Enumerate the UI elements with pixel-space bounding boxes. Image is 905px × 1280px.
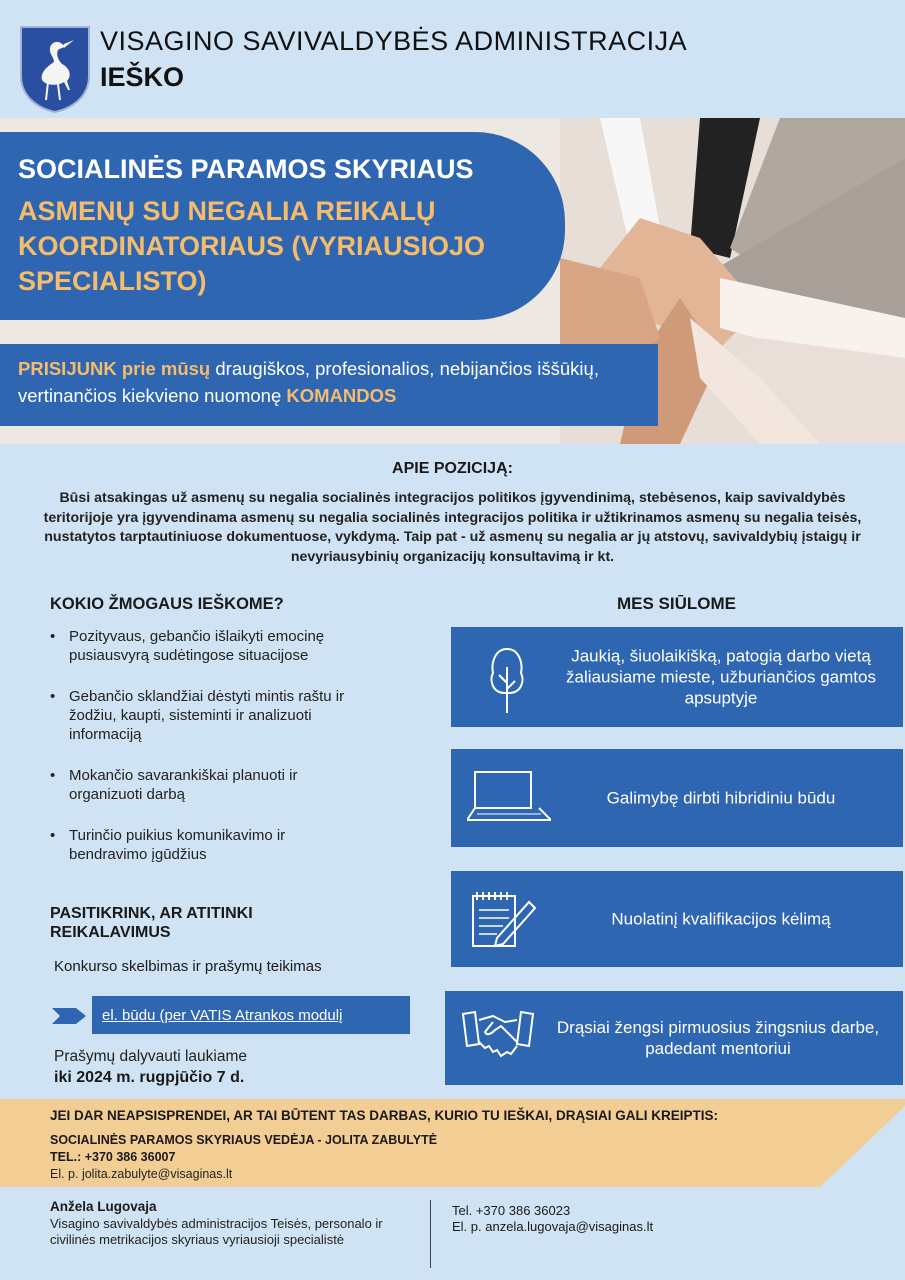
laptop-icon (467, 768, 551, 828)
seeks-heading: IEŠKO (100, 62, 185, 92)
organization-name: VISAGINO SAVIVALDYBĖS ADMINISTRACIJA (100, 26, 688, 56)
offer-card (451, 749, 903, 847)
vatis-link[interactable]: el. būdu (per VATIS Atrankos modulį (102, 1007, 343, 1024)
seeking-item: • Turinčio puikius komunikavimo ir bendravimo įgūdžius (50, 826, 350, 864)
offer-text: Jaukią, šiuolaikišką, patogią darbo vietą žaliausiame mieste, užburiančios gamtos apsuptyje (566, 646, 876, 708)
contact-email[interactable]: El. p. jolita.zabulyte@visaginas.lt (50, 1167, 233, 1181)
seeking-item: • Pozityvaus, gebančio išlaikyti emocinę pusiausvyrą sudėtingose situacijose (50, 627, 350, 665)
offers-title: MES SIŪLOME (616, 594, 736, 613)
tree-icon (467, 637, 547, 717)
join-team: KOMANDOS (286, 385, 397, 406)
offer-card (445, 991, 903, 1085)
contact-title: JEI DAR NEAPSISPRENDEI, AR TAI BŪTENT TAS DARBAS, KURIO TU IEŠKAI, DRĄSIAI GALI KREIPTIS: (50, 1108, 719, 1123)
title-position: ASMENŲ SU NEGALIA REIKALŲ KOORDINATORIAUS (VYRIAUSIOJO SPECIALISTO) (18, 196, 486, 296)
seeking-list (50, 627, 350, 886)
join-text (18, 355, 648, 409)
requirements-title: PASITIKRINK, AR ATITINKI REIKALAVIMUS (50, 905, 253, 941)
join-highlight: PRISIJUNK prie mūsų (18, 358, 211, 379)
contest-text: Konkurso skelbimas ir prašymų teikimas (54, 958, 322, 975)
offer-text: Drąsiai žengsi pirmuosius žingsnius darbe, padedant mentoriui (556, 1018, 880, 1058)
coat-of-arms-logo (18, 24, 92, 114)
offer-card (451, 871, 903, 967)
about-text: Būsi atsakingas už asmenų su negalia socialinės integracijos politikos įgyvendinimą, stebėsenos, kaip savivaldybės teritorijoje yra įgyvendinama asmenų su negalia socialinės integracijos politika ir užtikrinamos asmenų su negalia teisės, nustatytos tarptautiniuose dokumentuose, vykdymą. Taip pat - už asmenų su negalia ar jų atstovų, savivaldybių įstaigų ir nevyriausybinių organizacijų konsultavimą ir kt. (43, 490, 862, 565)
offer-text: Galimybę dirbti hibridiniu būdu (606, 788, 836, 808)
contact-head: SOCIALINĖS PARAMOS SKYRIAUS VEDĖJA - JOLITA ZABULYTĖ (50, 1133, 438, 1147)
header (0, 0, 905, 118)
deadline-label: Prašymų dalyvauti laukiame (54, 1048, 247, 1065)
footer-name: Anželа Lugovaja (50, 1199, 157, 1214)
offer-text: Nuolatinį kvalifikacijos kėlimą (611, 909, 831, 929)
about-title: APIE POZICIJĄ: (392, 460, 513, 477)
offer-card (451, 627, 903, 727)
footer-position: Visagino savivaldybės administracijos Teisės, personalo ir civilinės metrikacijos skyriaus vyriausioji specialistė (50, 1216, 383, 1247)
notepad-pencil-icon (467, 888, 539, 950)
footer-phone: Tel. +370 386 36023 (452, 1203, 571, 1218)
join-body: draugiškos, profesionalios, nebijančios iššūkių, vertinančios kiekvieno nuomonę (18, 358, 599, 406)
seeking-item: • Gebančio sklandžiai dėstyti mintis raštu ir žodžiu, kaupti, sisteminti ir analizuoti informaciją (50, 687, 350, 744)
contact-phone: TEL.: +370 386 36007 (50, 1150, 176, 1164)
deadline-date: iki 2024 m. rugpjūčio 7 d. (54, 1069, 245, 1086)
arrow-right-icon (52, 1008, 86, 1024)
seeking-item: • Mokančio savarankiškai planuoti ir organizuoti darbą (50, 766, 350, 804)
handshake-icon (461, 1008, 535, 1068)
footer-email[interactable]: El. p. anzela.lugovaja@visaginas.lt (452, 1219, 654, 1234)
title-department: SOCIALINĖS PARAMOS SKYRIAUS (18, 154, 474, 184)
seeking-title: KOKIO ŽMOGAUS IEŠKOME? (50, 595, 284, 613)
footer-divider (430, 1200, 431, 1268)
